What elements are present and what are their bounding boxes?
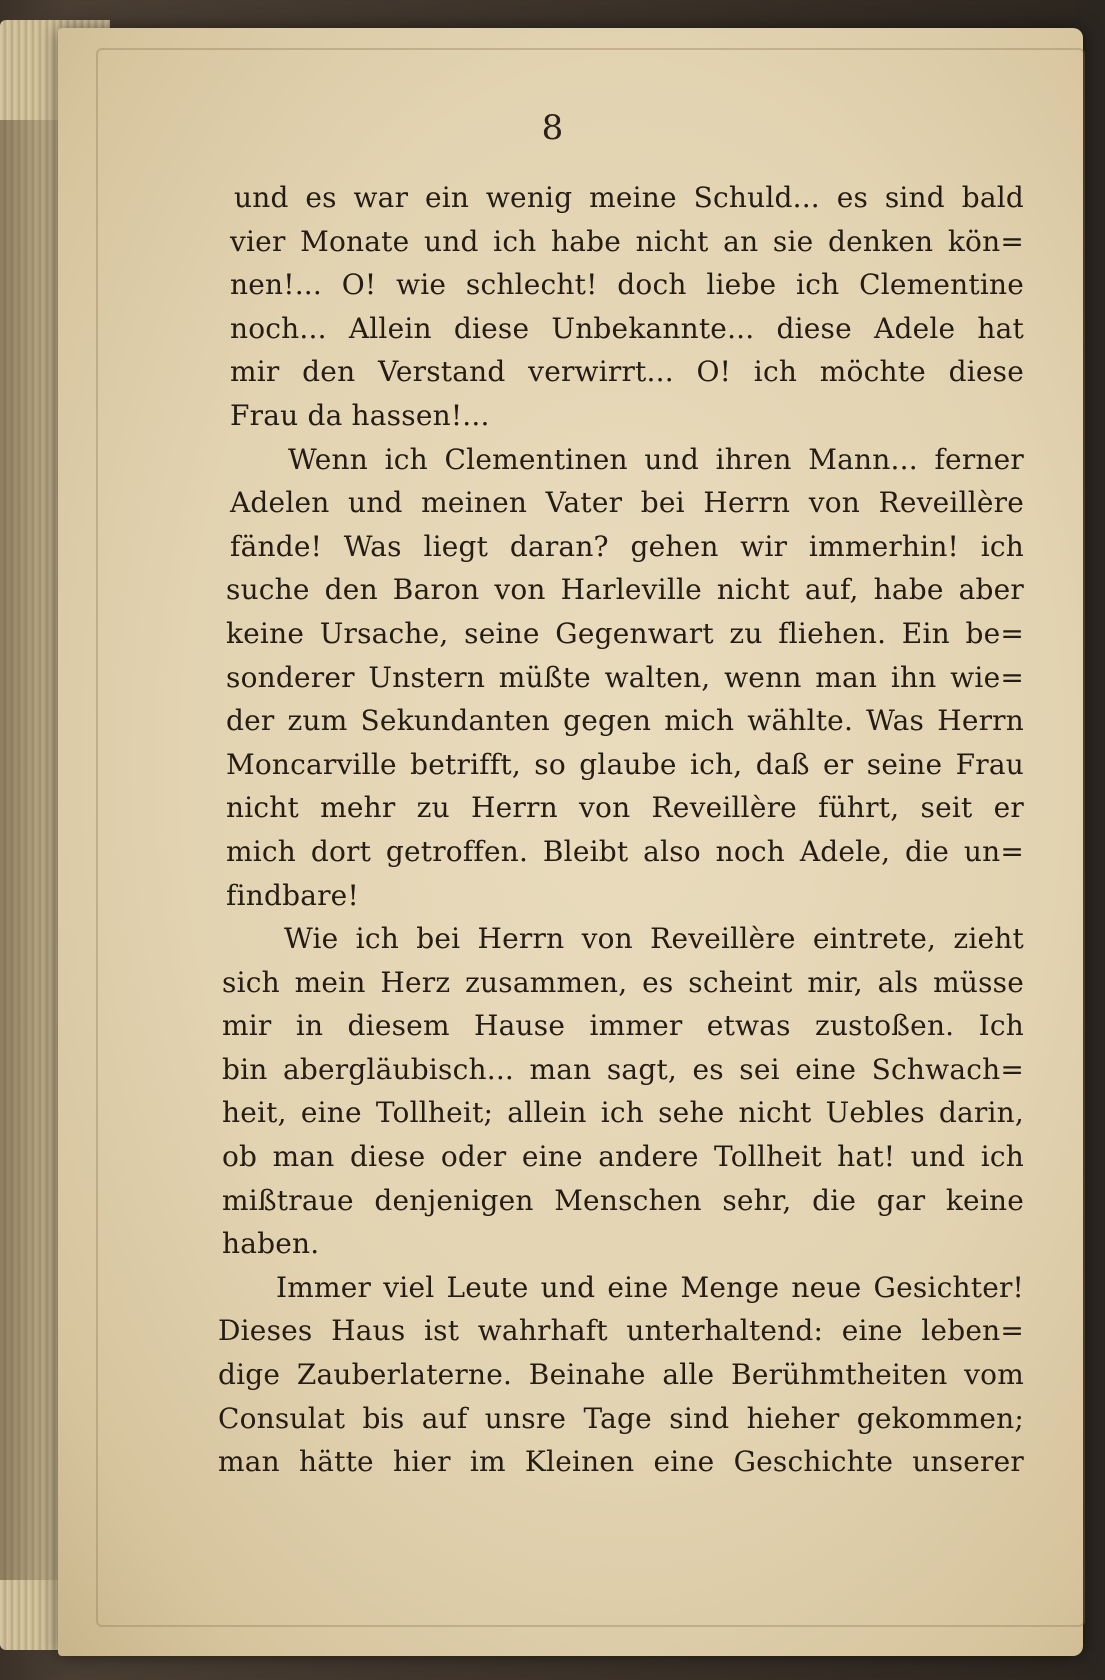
text-line: Immer viel Leute und eine Menge neue Gesichter! xyxy=(276,1270,1024,1304)
page-stack-shadow xyxy=(0,120,60,1580)
text-line: mich dort getroffen. Bleibt also noch Adele, die un= xyxy=(226,834,1024,868)
text-line: Moncarville betrifft, so glaube ich, daß er seine Frau xyxy=(226,747,1024,781)
text-line: dige Zauberlaterne. Beinahe alle Berühmtheiten vom xyxy=(218,1358,1024,1392)
text-line: ob man diese oder eine andere Tollheit hat! und ich xyxy=(222,1140,1024,1174)
text-line: man hätte hier im Kleinen eine Geschichte unserer xyxy=(218,1445,1024,1479)
text-line: Wie ich bei Herrn von Reveillère eintrete, zieht xyxy=(284,922,1024,956)
text-line: sich mein Herz zusammen, es scheint mir, als müsse xyxy=(222,965,1024,999)
text-line: Wenn ich Clementinen und ihren Mann... ferner xyxy=(288,442,1024,476)
text-line: findbare! xyxy=(226,878,359,912)
text-line: Dieses Haus ist wahrhaft unterhaltend: eine leben= xyxy=(218,1314,1024,1348)
page-number: 8 xyxy=(541,108,564,148)
text-line: nicht mehr zu Herrn von Reveillère führt, seit er xyxy=(226,791,1024,825)
text-line: mir den Verstand verwirrt... O! ich möchte diese xyxy=(230,355,1024,389)
text-line: keine Ursache, seine Gegenwart zu fliehen. Ein be= xyxy=(226,616,1024,650)
text-line: haben. xyxy=(222,1227,320,1261)
text-line: suche den Baron von Harleville nicht auf, habe aber xyxy=(226,573,1024,607)
text-line: Frau da hassen!... xyxy=(230,398,490,432)
text-line: Adelen und meinen Vater bei Herrn von Reveillère xyxy=(230,486,1024,520)
text-line: der zum Sekundanten gegen mich wählte. Was Herrn xyxy=(226,704,1024,738)
text-line: noch... Allein diese Unbekannte... diese Adele hat xyxy=(230,311,1024,345)
text-line: heit, eine Tollheit; allein ich sehe nicht Uebles darin, xyxy=(222,1096,1024,1130)
text-line: Consulat bis auf unsre Tage sind hieher gekommen; xyxy=(218,1401,1024,1435)
text-line: mir in diesem Hause immer etwas zustoßen. Ich xyxy=(222,1009,1024,1043)
text-line: mißtraue denjenigen Menschen sehr, die gar keine xyxy=(222,1183,1024,1217)
text-line: fände! Was liegt daran? gehen wir immerhin! ich xyxy=(230,529,1024,563)
text-line: bin abergläubisch... man sagt, es sei eine Schwach= xyxy=(222,1052,1024,1086)
text-line: vier Monate und ich habe nicht an sie denken kön= xyxy=(230,224,1024,258)
text-line: nen!... O! wie schlecht! doch liebe ich Clementine xyxy=(230,268,1024,302)
body-text xyxy=(218,176,1024,1484)
text-line: und es war ein wenig meine Schuld... es sind bald xyxy=(234,181,1024,214)
text-line: sonderer Unstern müßte walten, wenn man ihn wie= xyxy=(226,660,1024,694)
